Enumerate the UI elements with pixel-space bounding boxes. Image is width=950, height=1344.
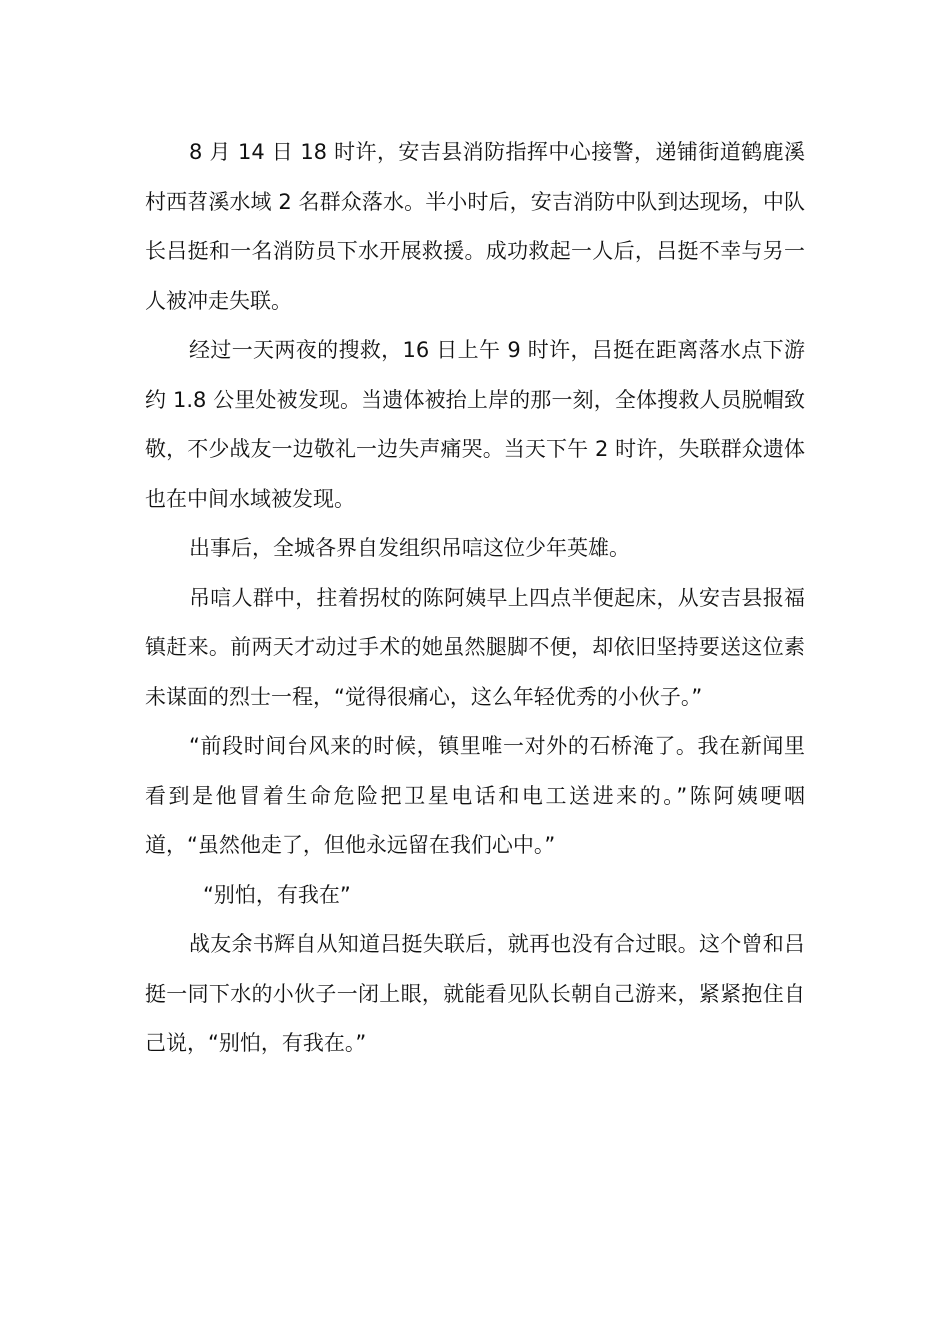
paragraph-search-result: 经过一天两夜的搜救，16 日上午 9 时许，吕挺在距离落水点下游约 1.8 公里处被发现。当遗体被抬上岸的那一刻，全体搜救人员脱帽致敬，不少战友一边敬礼一边失声痛哭。当天下午 2 时许，失联群众遗体也在中间水域被发现。: [145, 338, 805, 511]
paragraph-aunt-chen: 吊唁人群中，拄着拐杖的陈阿姨早上四点半便起床，从安吉县报福镇赶来。前两天才动过手术的她虽然腿脚不便，却依旧坚持要送这位素未谋面的烈士一程，“觉得很痛心，这么年轻优秀的小伙子。”: [145, 585, 805, 709]
paragraph-comrade-memory: 战友余书辉自从知道吕挺失联后，就再也没有合过眼。这个曾和吕挺一同下水的小伙子一闭上眼，就能看见队长朝自己游来，紧紧抱住自己说，“别怕，有我在。”: [145, 932, 805, 1055]
article-body: [145, 128, 805, 1069]
section-subheading: “别怕，有我在”: [203, 882, 351, 907]
paragraph-typhoon-memory: “前段时间台风来的时候，镇里唯一对外的石桥淹了。我在新闻里看到是他冒着生命危险把卫星电话和电工送进来的。”陈阿姨哽咽道，“虽然他走了，但他永远留在我们心中。”: [145, 734, 805, 857]
paragraph-rescue-report: 8 月 14 日 18 时许，安吉县消防指挥中心接警，递铺街道鹤鹿溪村西苕溪水域 2 名群众落水。半小时后，安吉消防中队到达现场，中队长吕挺和一名消防员下水开展救援。成功救起一人后，吕挺不幸与另一人被冲走失联。: [145, 140, 805, 313]
paragraph-city-mourning: 出事后，全城各界自发组织吊唁这位少年英雄。: [189, 536, 630, 560]
